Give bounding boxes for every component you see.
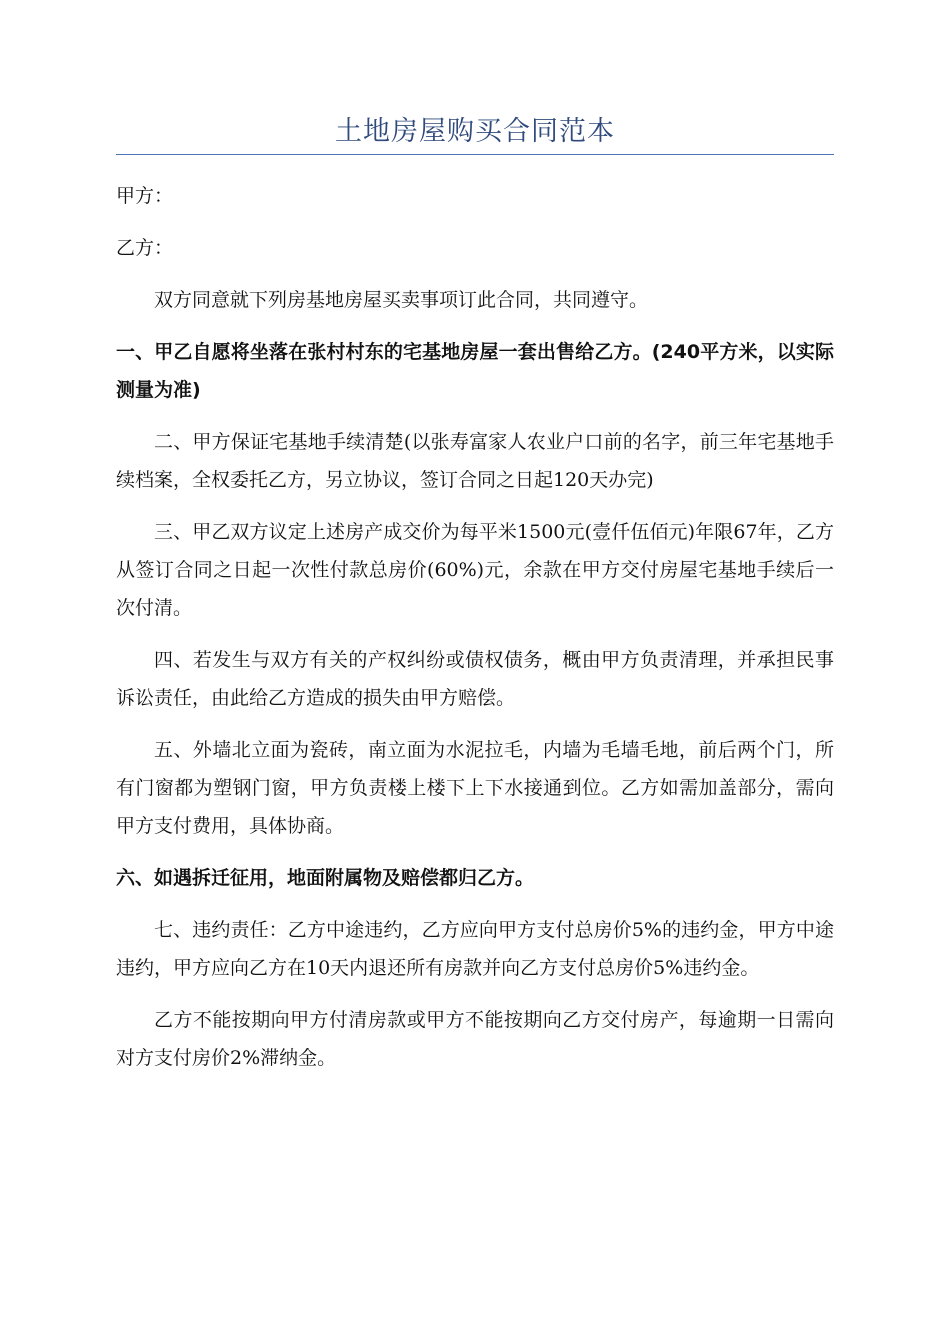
title-underline bbox=[116, 154, 834, 155]
clause-7-late-payment: 乙方不能按期向甲方付清房款或甲方不能按期向乙方交付房产，每逾期一日需向对方支付房价2%滞纳金。 bbox=[116, 1009, 834, 1069]
document-page bbox=[116, 0, 834, 1077]
clause-1: 一、甲乙自愿将坐落在张村村东的宅基地房屋一套出售给乙方。(240平方米，以实际测量为准) bbox=[116, 341, 834, 401]
clause-4: 四、若发生与双方有关的产权纠纷或债权债务，概由甲方负责清理，并承担民事诉讼责任，由此给乙方造成的损失由甲方赔偿。 bbox=[116, 649, 834, 709]
document-title: 土地房屋购买合同范本 bbox=[335, 116, 615, 147]
clause-5: 五、外墙北立面为瓷砖，南立面为水泥拉毛，内墙为毛墙毛地，前后两个门，所有门窗都为塑钢门窗，甲方负责楼上楼下上下水接通到位。乙方如需加盖部分，需向甲方支付费用，具体协商。 bbox=[116, 739, 834, 837]
clause-6: 六、如遇拆迁征用，地面附属物及赔偿都归乙方。 bbox=[116, 867, 535, 889]
party-a-label: 甲方： bbox=[116, 185, 174, 207]
party-b-label: 乙方： bbox=[116, 237, 174, 259]
intro-paragraph: 双方同意就下列房基地房屋买卖事项订此合同，共同遵守。 bbox=[154, 289, 649, 311]
clause-7: 七、违约责任：乙方中途违约，乙方应向甲方支付总房价5%的违约金，甲方中途违约，甲方应向乙方在10天内退还所有房款并向乙方支付总房价5%违约金。 bbox=[116, 919, 834, 979]
clause-3: 三、甲乙双方议定上述房产成交价为每平米1500元(壹仟伍佰元)年限67年，乙方从签订合同之日起一次性付款总房价(60%)元，余款在甲方交付房屋宅基地手续后一次付清。 bbox=[116, 521, 834, 619]
clause-2: 二、甲方保证宅基地手续清楚(以张寿富家人农业户口前的名字，前三年宅基地手续档案，全权委托乙方，另立协议，签订合同之日起120天办完) bbox=[116, 431, 834, 491]
